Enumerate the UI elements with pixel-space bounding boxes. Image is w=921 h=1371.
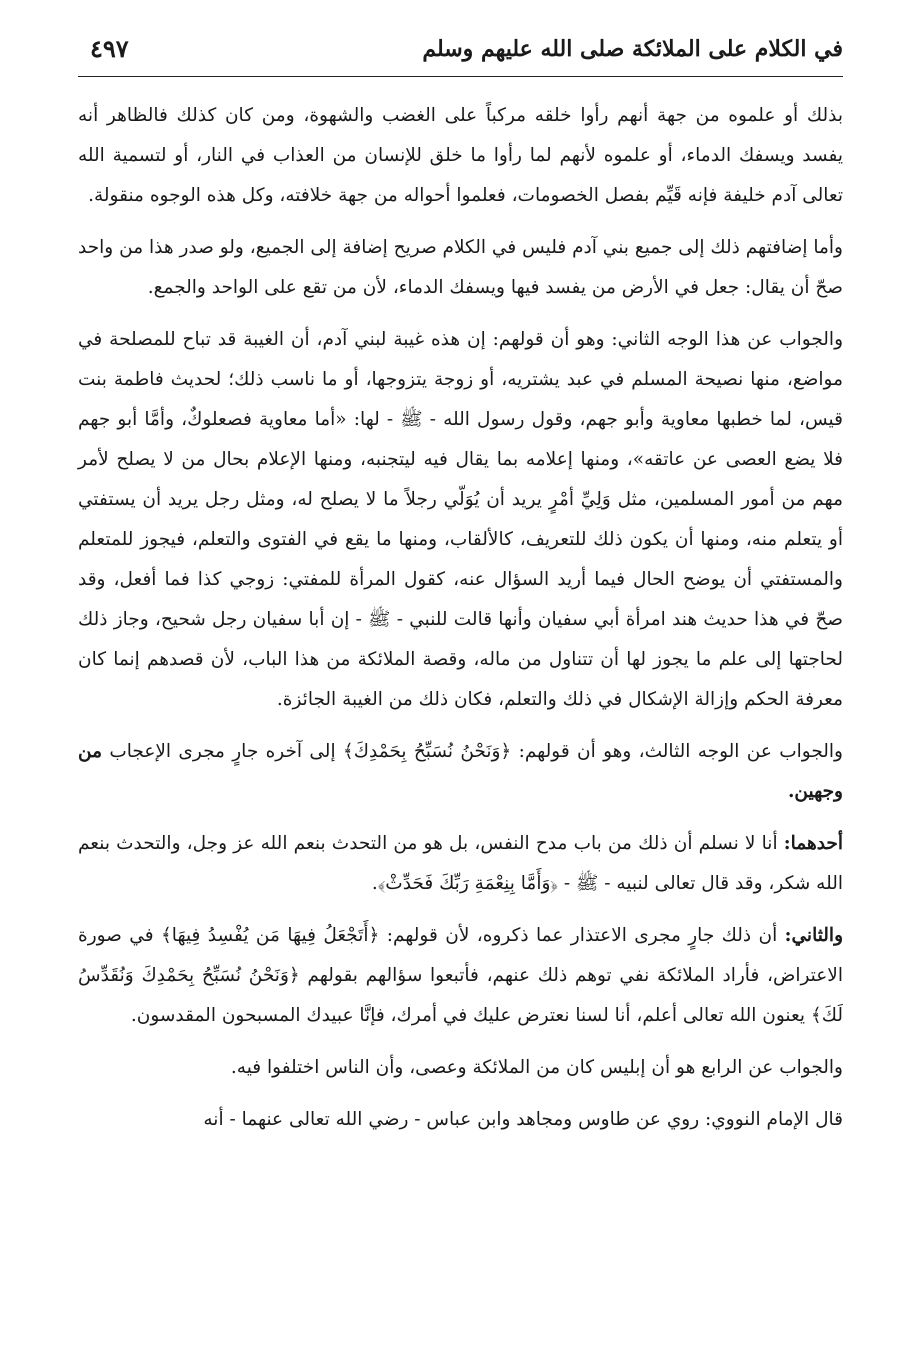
paragraph-text: قال الإمام النووي: روي عن طاوس ومجاهد وابن عباس - رضي الله تعالى عنهما - أنه [203,1109,843,1130]
paragraph-text: وأما إضافتهم ذلك إلى جميع بني آدم فليس في الكلام صريح إضافة إلى الجميع، ولو صدر هذا من واحد صحّ أن يقال: جعل في الأرض من يفسد فيها ويسفك الدماء، لأن من تقع على الواحد والجمع. [78,237,843,298]
paragraph-4 [78,732,843,812]
paragraph-text: والجواب عن هذا الوجه الثاني: وهو أن قولهم: إن هذه غيبة لبني آدم، أن الغيبة قد تباح للمصلحة في مواضع، منها نصيحة المسلم في عبد يشتريه، أو زوجة يتزوجها، أو ما ناسب ذلك؛ لحديث فاطمة بنت قيس، لما خطبها معاوية وأبو جهم، وقول رسول الله - ﷺ - لها: «أما معاوية فصعلوكٌ، وأمَّا أبو جهم فلا يضع العصى عن عاتقه»، ومنها إعلامه بما يقال فيه ليتجنبه، ومنها الإعلام بحال من لا يصلح لأمر مهم من أمور المسلمين، مثل وَلِيِّ أمْرٍ يريد أن يُوَلّي رجلاً ما لا يصلح له، ومثل رجل يريد أن يستفتي أو يتعلم منه، ومنها أن يكون ذلك للتعريف، كالألقاب، ومنها ما يقع في الفتوى والتعلم، فيجوز للمتعلم والمستفتي أن يوضح الحال فيما أريد السؤال عنه، كقول المرأة للمفتي: زوجي كذا فما أفعل، وقد صحّ في هذا حديث هند امرأة أبي سفيان وأنها قالت للنبي - ﷺ - إن أبا سفيان رجل شحيح، وجاز ذلك لحاجتها إلى علم ما يجوز لها أن تتناول من ماله، وقصة الملائكة من هذا الباب، لأن قصدهم إنما كان معرفة الحكم وإزالة الإشكال في ذلك والتعلم، فكان ذلك من الغيبة الجائزة. [78,329,843,710]
page-header [78,28,843,77]
page-number: ٤٩٧ [90,34,129,63]
paragraph-2 [78,228,843,308]
paragraph-lead: أحدهما: [783,833,843,854]
paragraph-lead: والثاني: [784,925,843,946]
paragraph-text: بذلك أو علموه من جهة أنهم رأوا خلقه مركباً على الغضب والشهوة، ومن كان كذلك فالظاهر أنه يفسد ويسفك الدماء، أو علموه لأنهم لما رأوا ما خلق للإنسان من العذاب في النار، أو لتسمية الله تعالى آدم خليفة فإنه قَيِّم بفصل الخصومات، فعلموا أحواله من جهة خلافته، وكل هذه الوجوه منقولة. [78,105,843,206]
paragraph-5 [78,824,843,904]
running-title: في الكلام على الملائكة صلى الله عليهم وسلم [422,36,843,62]
paragraph-text: أنا لا نسلم أن ذلك من باب مدح النفس، بل هو من التحدث بنعم الله عز وجل، والتحدث بنعم الله شكر، وقد قال تعالى لنبيه - ﷺ - ﴿وَأَمَّا بِنِعْمَةِ رَبِّكَ فَحَدِّثْ﴾. [78,833,843,894]
paragraph-3 [78,320,843,720]
paragraph-7 [78,1048,843,1088]
paragraph-8 [78,1100,843,1140]
page-body [78,96,843,1152]
paragraph-text: والجواب عن الوجه الثالث، وهو أن قولهم: ﴿وَنَحْنُ نُسَبِّحُ بِحَمْدِكَ﴾ إلى آخره جارٍ مجرى الإعجاب [109,741,843,762]
paragraph-tail: من وجهين. [78,741,843,802]
paragraph-1 [78,96,843,216]
paragraph-6 [78,916,843,1036]
paragraph-text: والجواب عن الرابع هو أن إبليس كان من الملائكة وعصى، وأن الناس اختلفوا فيه. [230,1057,843,1078]
paragraph-text: أن ذلك جارٍ مجرى الاعتذار عما ذكروه، لأن قولهم: ﴿أَتَجْعَلُ فِيهَا مَن يُفْسِدُ فِيهَا﴾ في صورة الاعتراض، فأراد الملائكة نفي توهم ذلك عنهم، فأتبعوا سؤالهم بقولهم ﴿وَنَحْنُ نُسَبِّحُ بِحَمْدِكَ وَنُقَدِّسُ لَكَ﴾ يعنون الله تعالى أعلم، أنا لسنا نعترض عليك في أمرك، فإنَّا عبيدك المسبحون المقدسون. [78,925,843,1026]
